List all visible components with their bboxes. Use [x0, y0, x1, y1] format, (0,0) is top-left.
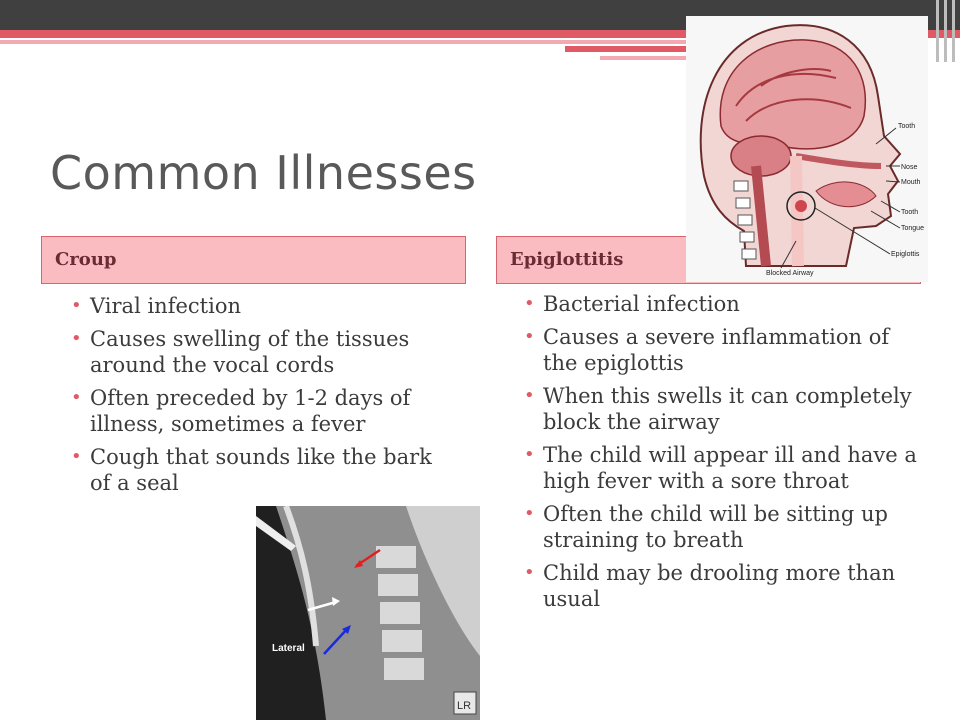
- epiglottitis-header: Epiglottitis: [496, 236, 921, 284]
- list-item: • The child will appear ill and have a high fever with a sore throat: [515, 442, 920, 494]
- epiglottitis-bullet-list: [515, 291, 920, 619]
- label-blocked-airway: Blocked Airway: [766, 270, 814, 277]
- croup-bullet-list: [62, 293, 452, 503]
- list-item: • Often preceded by 1-2 days of illness, sometimes a fever: [62, 385, 452, 437]
- decor-stripe: [944, 0, 947, 62]
- list-item: • Viral infection: [62, 293, 452, 319]
- list-item: • Bacterial infection: [515, 291, 920, 317]
- list-item: • Often the child will be sitting up straining to breath: [515, 501, 920, 553]
- list-item: • Causes a severe inflammation of the epiglottis: [515, 324, 920, 376]
- list-item: • Causes swelling of the tissues around the vocal cords: [62, 326, 452, 378]
- label-nose: Nose: [901, 164, 918, 171]
- label-mouth: Mouth: [901, 179, 921, 186]
- decor-stripe: [936, 0, 939, 62]
- xray-view-label: Lateral: [272, 643, 305, 654]
- label-tooth: Tooth: [898, 123, 916, 130]
- list-item: • When this swells it can completely block the airway: [515, 383, 920, 435]
- label-epiglottis: Epiglottis: [891, 251, 920, 258]
- neck-xray-image: [256, 506, 480, 720]
- label-tooth-lower: Tooth: [901, 209, 919, 216]
- list-item: • Cough that sounds like the bark of a seal: [62, 444, 452, 496]
- head-anatomy-diagram: [686, 16, 928, 282]
- croup-header: Croup: [41, 236, 466, 284]
- label-tongue: Tongue: [901, 225, 924, 232]
- xray-orientation-marker: LR: [457, 700, 472, 712]
- accent-line-thin: [0, 40, 700, 44]
- decor-stripe: [952, 0, 955, 62]
- list-item: • Child may be drooling more than usual: [515, 560, 920, 612]
- slide-title: Common Illnesses: [50, 146, 477, 200]
